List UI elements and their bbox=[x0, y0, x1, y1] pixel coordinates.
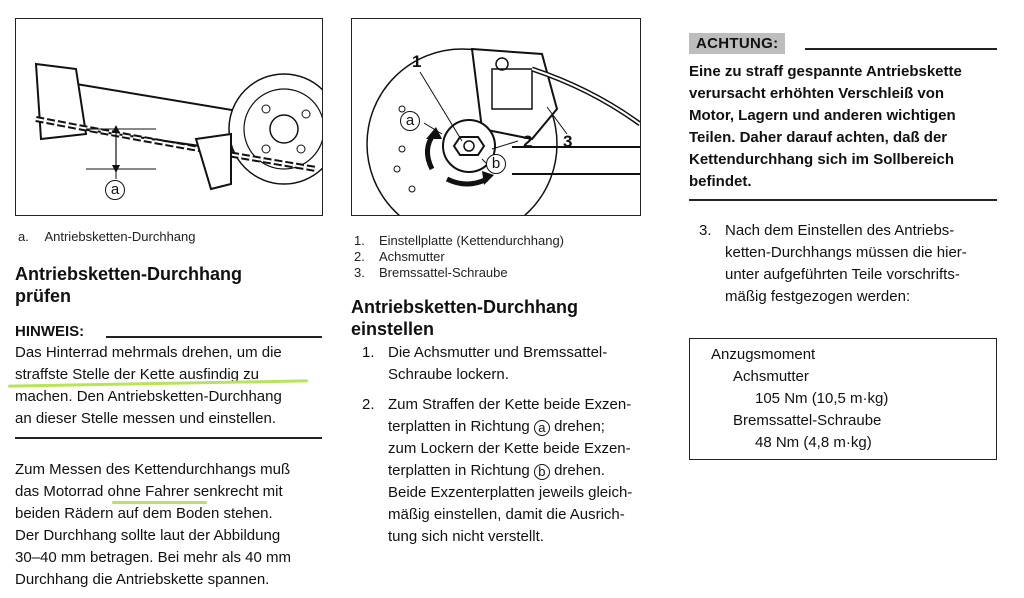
adjuster-figure bbox=[351, 18, 641, 216]
torque-title: Anzugsmoment bbox=[711, 346, 816, 363]
step-3: 3. Nach dem Einstellen des Antriebs- ketten-Durchhangs müssen die hier- unter aufgeführten Teile vorschrifts- mäßig festgezogen werden: bbox=[699, 222, 967, 305]
torque-item-name: Bremssattel-Schraube bbox=[733, 412, 882, 429]
chain-slack-figure bbox=[15, 18, 323, 216]
section-heading-adjust: Antriebsketten-Durchhang einstellen bbox=[351, 297, 579, 339]
hinweis-label: HINWEIS: bbox=[15, 323, 85, 340]
body-paragraph: Zum Messen des Kettendurchhangs muß das Motorrad ohne Fahrer senkrecht mit beiden Rädern auf dem Boden stehen. Der Durchhang sollte laut der Abbildung 30–40 mm betragen. Bei mehr als 40 mm Durchhang die Antriebskette spannen. bbox=[15, 461, 291, 588]
chain-slack-illustration bbox=[16, 19, 322, 215]
steps-list bbox=[362, 342, 662, 548]
caption-text: Antriebsketten-Durchhang bbox=[44, 229, 196, 244]
figure-legend bbox=[354, 233, 564, 281]
achtung-rule bbox=[805, 48, 997, 50]
adjuster-illustration bbox=[352, 19, 640, 215]
direction-b-symbol: b bbox=[534, 464, 550, 480]
figure-caption bbox=[18, 229, 196, 245]
figure-label-a: a bbox=[400, 111, 420, 131]
callout-1: 1 bbox=[412, 52, 422, 71]
highlight-mark-2 bbox=[112, 501, 207, 504]
hinweis-rule bbox=[106, 336, 322, 338]
direction-a-symbol: a bbox=[534, 420, 550, 436]
legend-item: 1. Einstellplatte (Kettendurchhang) bbox=[354, 233, 565, 248]
step-1: 1. Die Achsmutter und Bremssattel- Schraube lockern. bbox=[362, 344, 608, 383]
achtung-label: ACHTUNG: bbox=[689, 33, 785, 54]
torque-spec-box bbox=[689, 338, 997, 460]
callout-3: 3 bbox=[563, 132, 573, 151]
achtung-text: Eine zu straff gespannte Antriebskette verursacht erhöhten Verschleiß von Motor, Lagern und anderen wichtigen Teilen. Daher darauf achten, daß der Kettendurchhang sich im Sollbereich befindet. bbox=[689, 63, 962, 190]
hinweis-text: Das Hinterrad mehrmals drehen, um die straffste Stelle der Kette ausfindig zu machen. Den Antriebsketten-Durchhang an dieser Stelle messen und einstellen. bbox=[15, 344, 282, 427]
caption-marker: a. bbox=[18, 229, 29, 244]
figure-label-b: b bbox=[486, 154, 506, 174]
torque-item-value: 105 Nm (10,5 m·kg) bbox=[755, 390, 889, 407]
legend-item: 2. Achsmutter bbox=[354, 249, 445, 264]
legend-item: 3. Bremssattel-Schraube bbox=[354, 265, 508, 280]
section-heading-check: Antriebsketten-Durchhang prüfen bbox=[15, 264, 243, 306]
figure-label-a: a bbox=[105, 180, 125, 200]
torque-item-name: Achsmutter bbox=[733, 368, 809, 385]
step-2: 2. Zum Straffen der Kette beide Exzen- terplatten in Richtung a drehen; zum Lockern der Kette beide Exzen- terplatten in Richtung b drehen. Beide Exzenterplatten jeweils gleich- mäßig einstellen, damit die Ausrich- tung sich nicht verstellt. bbox=[362, 396, 633, 545]
torque-item-value: 48 Nm (4,8 m·kg) bbox=[755, 434, 872, 451]
achtung-end-rule bbox=[689, 199, 997, 201]
hinweis-end-rule bbox=[15, 437, 322, 439]
callout-2: 2 bbox=[523, 132, 533, 151]
